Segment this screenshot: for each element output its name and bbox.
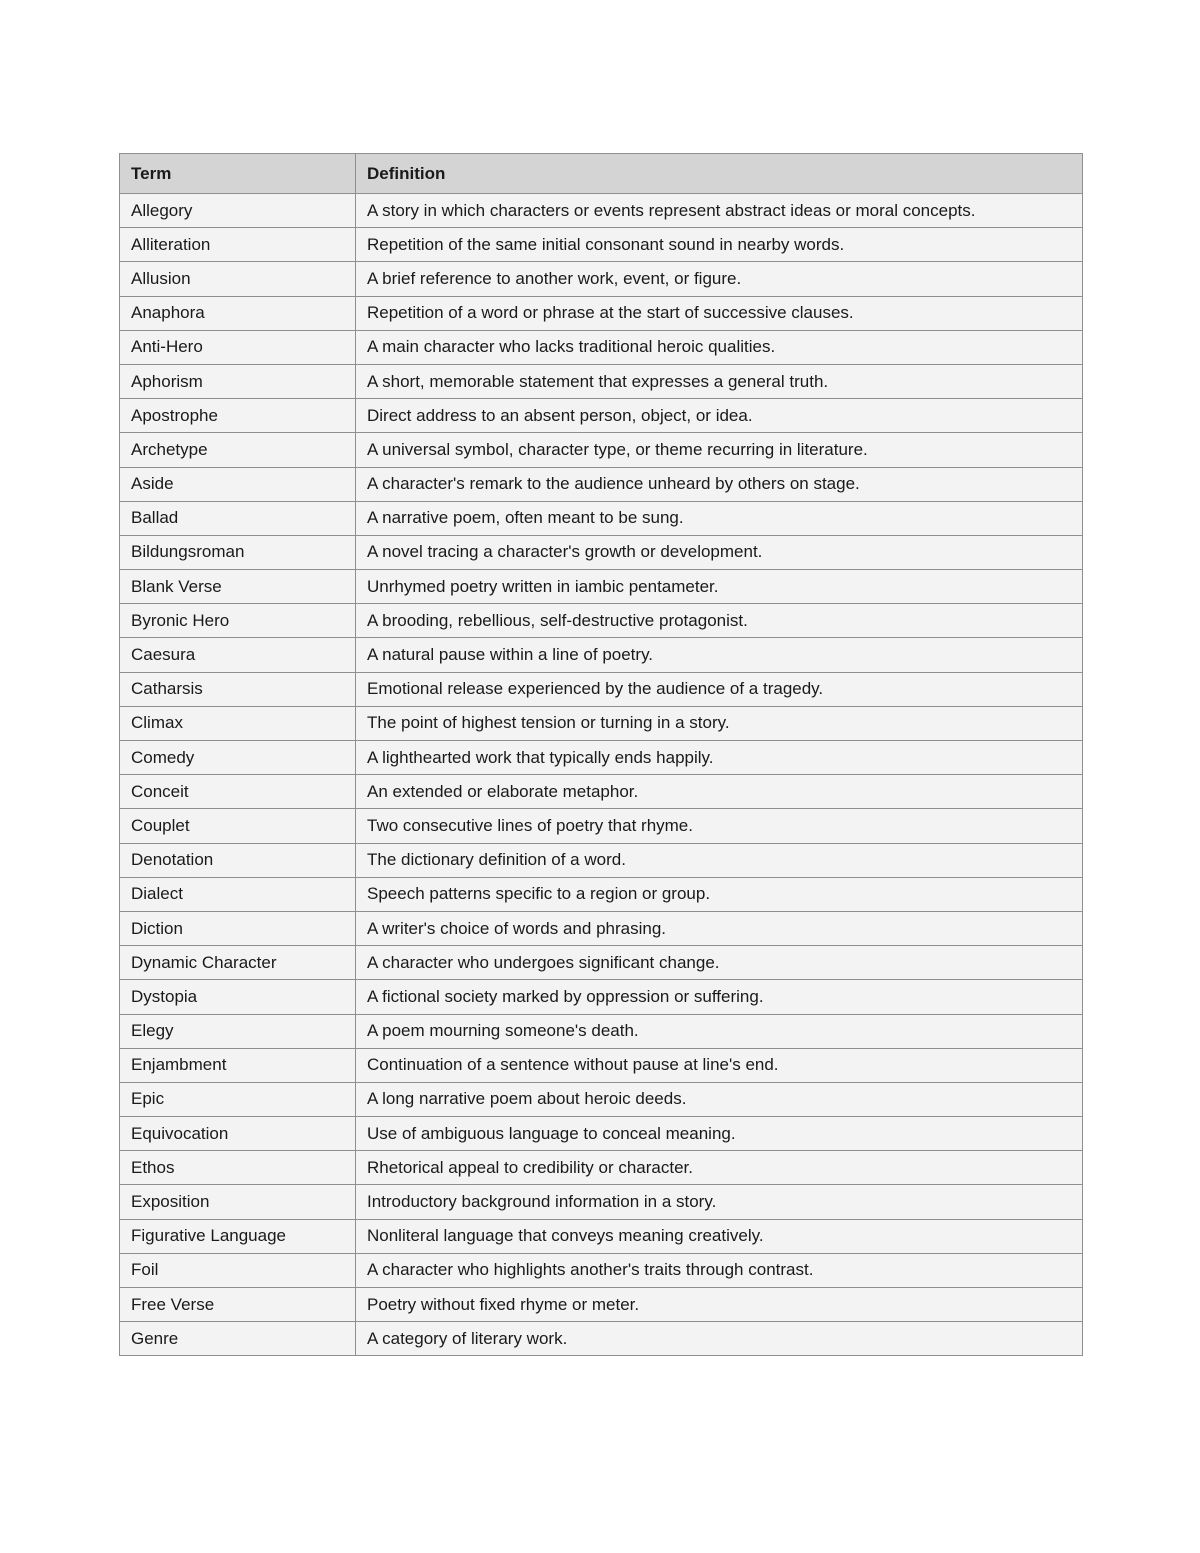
term-cell: Climax [120,706,356,740]
table-row [120,706,1083,740]
definition-cell: Rhetorical appeal to credibility or character. [356,1151,1083,1185]
definition-cell: Use of ambiguous language to conceal meaning. [356,1117,1083,1151]
table-row [120,399,1083,433]
table-row [120,1048,1083,1082]
definition-cell: A story in which characters or events represent abstract ideas or moral concepts. [356,194,1083,228]
table-body [120,194,1083,1356]
table-row [120,296,1083,330]
term-cell: Diction [120,911,356,945]
term-cell: Ballad [120,501,356,535]
table-row [120,228,1083,262]
table-row [120,1253,1083,1287]
term-cell: Denotation [120,843,356,877]
definition-cell: A narrative poem, often meant to be sung. [356,501,1083,535]
definition-cell: A natural pause within a line of poetry. [356,638,1083,672]
term-cell: Bildungsroman [120,535,356,569]
table-row [120,604,1083,638]
table-row [120,535,1083,569]
definition-cell: A character's remark to the audience unheard by others on stage. [356,467,1083,501]
definition-cell: A main character who lacks traditional heroic qualities. [356,330,1083,364]
table-row [120,911,1083,945]
definition-cell: Poetry without fixed rhyme or meter. [356,1288,1083,1322]
term-cell: Foil [120,1253,356,1287]
term-cell: Byronic Hero [120,604,356,638]
term-cell: Dynamic Character [120,946,356,980]
table-row [120,433,1083,467]
table-row [120,775,1083,809]
term-cell: Allegory [120,194,356,228]
definition-cell: A long narrative poem about heroic deeds. [356,1082,1083,1116]
definition-cell: A universal symbol, character type, or theme recurring in literature. [356,433,1083,467]
term-cell: Dialect [120,877,356,911]
literary-terms-table [119,153,1083,1356]
term-cell: Couplet [120,809,356,843]
table-row [120,843,1083,877]
table-row [120,672,1083,706]
definition-cell: Repetition of a word or phrase at the start of successive clauses. [356,296,1083,330]
table-row [120,570,1083,604]
table-row [120,741,1083,775]
term-cell: Conceit [120,775,356,809]
definition-column-header: Definition [356,154,1083,194]
term-cell: Comedy [120,741,356,775]
definition-cell: Two consecutive lines of poetry that rhyme. [356,809,1083,843]
definition-cell: Repetition of the same initial consonant sound in nearby words. [356,228,1083,262]
term-cell: Ethos [120,1151,356,1185]
term-cell: Exposition [120,1185,356,1219]
definition-cell: A writer's choice of words and phrasing. [356,911,1083,945]
table-row [120,262,1083,296]
term-cell: Aside [120,467,356,501]
term-cell: Dystopia [120,980,356,1014]
definition-cell: A category of literary work. [356,1322,1083,1356]
table-row [120,1151,1083,1185]
term-cell: Genre [120,1322,356,1356]
term-cell: Enjambment [120,1048,356,1082]
table-row [120,501,1083,535]
definition-cell: A lighthearted work that typically ends happily. [356,741,1083,775]
definition-cell: Nonliteral language that conveys meaning creatively. [356,1219,1083,1253]
definition-cell: Direct address to an absent person, object, or idea. [356,399,1083,433]
table-row [120,980,1083,1014]
term-cell: Catharsis [120,672,356,706]
term-cell: Caesura [120,638,356,672]
term-column-header: Term [120,154,356,194]
table-row [120,877,1083,911]
definition-cell: An extended or elaborate metaphor. [356,775,1083,809]
term-cell: Blank Verse [120,570,356,604]
term-cell: Equivocation [120,1117,356,1151]
term-cell: Archetype [120,433,356,467]
table-row [120,194,1083,228]
term-cell: Anaphora [120,296,356,330]
table-row [120,1288,1083,1322]
definition-cell: Continuation of a sentence without pause at line's end. [356,1048,1083,1082]
table-row [120,809,1083,843]
table-row [120,467,1083,501]
definition-cell: A fictional society marked by oppression or suffering. [356,980,1083,1014]
definition-cell: A novel tracing a character's growth or development. [356,535,1083,569]
definition-cell: Unrhymed poetry written in iambic pentameter. [356,570,1083,604]
table-row [120,364,1083,398]
table-row [120,1117,1083,1151]
table-row [120,946,1083,980]
term-cell: Aphorism [120,364,356,398]
definition-cell: A character who highlights another's traits through contrast. [356,1253,1083,1287]
term-cell: Elegy [120,1014,356,1048]
table-row [120,330,1083,364]
term-cell: Alliteration [120,228,356,262]
definition-cell: Introductory background information in a story. [356,1185,1083,1219]
term-cell: Allusion [120,262,356,296]
term-cell: Epic [120,1082,356,1116]
table-row [120,1322,1083,1356]
definition-cell: Emotional release experienced by the audience of a tragedy. [356,672,1083,706]
table-row [120,1082,1083,1116]
table-header-row [120,154,1083,194]
definition-cell: The dictionary definition of a word. [356,843,1083,877]
definition-cell: A poem mourning someone's death. [356,1014,1083,1048]
table-row [120,1014,1083,1048]
definition-cell: The point of highest tension or turning in a story. [356,706,1083,740]
definition-cell: A brief reference to another work, event, or figure. [356,262,1083,296]
definition-cell: A short, memorable statement that expresses a general truth. [356,364,1083,398]
table-row [120,638,1083,672]
table-row [120,1185,1083,1219]
term-cell: Figurative Language [120,1219,356,1253]
term-cell: Anti-Hero [120,330,356,364]
definition-cell: A brooding, rebellious, self-destructive protagonist. [356,604,1083,638]
term-cell: Apostrophe [120,399,356,433]
term-cell: Free Verse [120,1288,356,1322]
definition-cell: A character who undergoes significant change. [356,946,1083,980]
definition-cell: Speech patterns specific to a region or group. [356,877,1083,911]
table-row [120,1219,1083,1253]
